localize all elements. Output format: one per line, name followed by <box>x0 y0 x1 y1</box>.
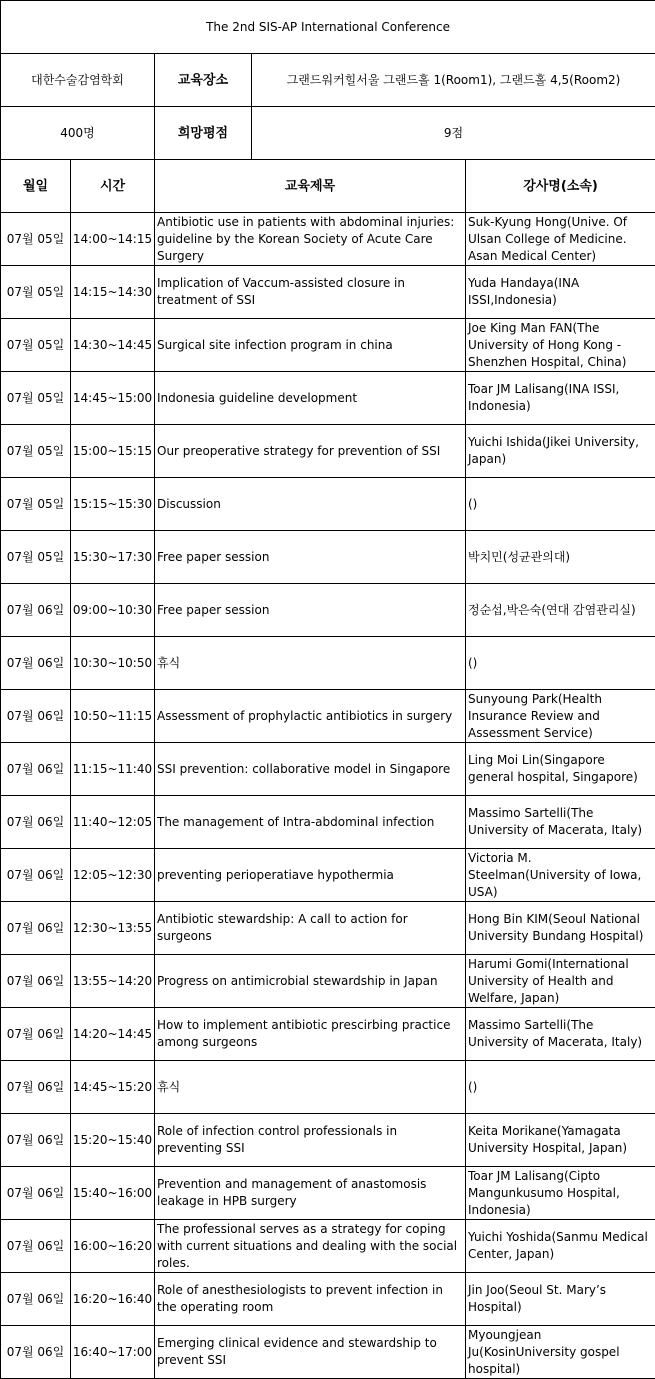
session-date: 07월 05일 <box>1 372 71 425</box>
session-date: 07월 06일 <box>1 637 71 690</box>
session-time: 16:00~16:20 <box>71 1220 155 1273</box>
table-row <box>1 1008 655 1061</box>
session-date: 07월 05일 <box>1 531 71 584</box>
session-subject: Assessment of prophylactic antibiotics in surgery <box>155 690 466 743</box>
session-date: 07월 05일 <box>1 266 71 319</box>
session-subject: SSI prevention: collaborative model in Singapore <box>155 743 466 796</box>
session-date: 07월 06일 <box>1 690 71 743</box>
session-subject: Antibiotic stewardship: A call to action for surgeons <box>155 902 466 955</box>
session-subject: The professional serves as a strategy for coping with current situations and dealing with the social roles. <box>155 1220 466 1273</box>
session-subject: Indonesia guideline development <box>155 372 466 425</box>
session-subject: Discussion <box>155 478 466 531</box>
capacity-row <box>1 107 655 160</box>
table-row <box>1 266 655 319</box>
table-row <box>1 478 655 531</box>
session-subject: Emerging clinical evidence and stewardship to prevent SSI <box>155 1326 466 1379</box>
session-time: 15:00~15:15 <box>71 425 155 478</box>
session-subject: Implication of Vaccum-assisted closure in treatment of SSI <box>155 266 466 319</box>
session-time: 15:20~15:40 <box>71 1114 155 1167</box>
table-row <box>1 213 655 266</box>
session-date: 07월 06일 <box>1 1008 71 1061</box>
session-subject: How to implement antibiotic prescirbing practice among surgeons <box>155 1008 466 1061</box>
session-subject: Antibiotic use in patients with abdominal injuries: guideline by the Korean Society of Acute Care Surgery <box>155 213 466 266</box>
session-time: 11:40~12:05 <box>71 796 155 849</box>
session-date: 07월 06일 <box>1 796 71 849</box>
header-date: 월일 <box>1 160 71 213</box>
session-date: 07월 05일 <box>1 213 71 266</box>
session-time: 12:05~12:30 <box>71 849 155 902</box>
table-row <box>1 1220 655 1273</box>
session-speaker: Yuichi Yoshida(Sanmu Medical Center, Japan) <box>466 1220 655 1273</box>
session-date: 07월 06일 <box>1 743 71 796</box>
session-subject: 휴식 <box>155 1061 466 1114</box>
session-date: 07월 06일 <box>1 1326 71 1379</box>
header-speaker: 강사명(소속) <box>466 160 655 213</box>
session-date: 07월 06일 <box>1 902 71 955</box>
session-date: 07월 06일 <box>1 1061 71 1114</box>
session-date: 07월 06일 <box>1 1220 71 1273</box>
session-time: 14:20~14:45 <box>71 1008 155 1061</box>
session-speaker: Massimo Sartelli(The University of Macerata, Italy) <box>466 796 655 849</box>
session-subject: Role of anesthesiologists to prevent infection in the operating room <box>155 1273 466 1326</box>
session-time: 14:45~15:20 <box>71 1061 155 1114</box>
table-row <box>1 1167 655 1220</box>
session-subject: Our preoperative strategy for prevention of SSI <box>155 425 466 478</box>
session-time: 13:55~14:20 <box>71 955 155 1008</box>
table-row <box>1 1326 655 1379</box>
session-date: 07월 06일 <box>1 1114 71 1167</box>
session-time: 16:40~17:00 <box>71 1326 155 1379</box>
table-row <box>1 425 655 478</box>
session-time: 14:00~14:15 <box>71 213 155 266</box>
table-row <box>1 955 655 1008</box>
table-row <box>1 584 655 637</box>
session-time: 11:15~11:40 <box>71 743 155 796</box>
capacity: 400명 <box>1 107 155 160</box>
session-subject: Free paper session <box>155 584 466 637</box>
table-row <box>1 796 655 849</box>
session-speaker: Toar JM Lalisang(Cipto Mangunkusumo Hospital, Indonesia) <box>466 1167 655 1220</box>
session-speaker: Massimo Sartelli(The University of Macerata, Italy) <box>466 1008 655 1061</box>
table-row <box>1 690 655 743</box>
header-time: 시간 <box>71 160 155 213</box>
table-row <box>1 902 655 955</box>
session-speaker: Myoungjean Ju(KosinUniversity gospel hospital) <box>466 1326 655 1379</box>
table-row <box>1 372 655 425</box>
session-speaker: Yuda Handaya(INA ISSI,Indonesia) <box>466 266 655 319</box>
session-date: 07월 05일 <box>1 319 71 372</box>
conference-title: The 2nd SIS-AP International Conference <box>1 1 655 54</box>
session-date: 07월 05일 <box>1 425 71 478</box>
session-date: 07월 06일 <box>1 584 71 637</box>
session-subject: Progress on antimicrobial stewardship in Japan <box>155 955 466 1008</box>
session-date: 07월 06일 <box>1 849 71 902</box>
session-time: 15:40~16:00 <box>71 1167 155 1220</box>
session-speaker: Sunyoung Park(Health Insurance Review and Assessment Service) <box>466 690 655 743</box>
session-subject: Role of infection control professionals in preventing SSI <box>155 1114 466 1167</box>
table-row <box>1 1273 655 1326</box>
title-row <box>1 1 655 54</box>
session-time: 15:30~17:30 <box>71 531 155 584</box>
session-time: 10:30~10:50 <box>71 637 155 690</box>
session-speaker: Victoria M. Steelman(University of Iowa, USA) <box>466 849 655 902</box>
session-subject: Surgical site infection program in china <box>155 319 466 372</box>
table-row <box>1 849 655 902</box>
venue-row <box>1 54 655 107</box>
session-time: 14:15~14:30 <box>71 266 155 319</box>
session-subject: The management of Intra-abdominal infection <box>155 796 466 849</box>
venue-value: 그랜드워커힐서울 그랜드홀 1(Room1), 그랜드홀 4,5(Room2) <box>252 54 655 107</box>
table-row <box>1 1114 655 1167</box>
points-value: 9점 <box>252 107 655 160</box>
session-time: 14:45~15:00 <box>71 372 155 425</box>
session-time: 12:30~13:55 <box>71 902 155 955</box>
header-subject: 교육제목 <box>155 160 466 213</box>
session-speaker: () <box>466 1061 655 1114</box>
session-time: 10:50~11:15 <box>71 690 155 743</box>
session-subject: 휴식 <box>155 637 466 690</box>
session-subject: preventing perioperatiave hypothermia <box>155 849 466 902</box>
session-speaker: Harumi Gomi(International University of Health and Welfare, Japan) <box>466 955 655 1008</box>
session-date: 07월 05일 <box>1 478 71 531</box>
session-subject: Free paper session <box>155 531 466 584</box>
session-speaker: Keita Morikane(Yamagata University Hospital, Japan) <box>466 1114 655 1167</box>
session-speaker: () <box>466 637 655 690</box>
table-row <box>1 319 655 372</box>
session-time: 16:20~16:40 <box>71 1273 155 1326</box>
session-speaker: Toar JM Lalisang(INA ISSI, Indonesia) <box>466 372 655 425</box>
session-speaker: 정순섭,박은숙(연대 감염관리실) <box>466 584 655 637</box>
session-time: 09:00~10:30 <box>71 584 155 637</box>
table-row <box>1 637 655 690</box>
venue-label: 교육장소 <box>155 54 252 107</box>
points-label: 희망평점 <box>155 107 252 160</box>
session-subject: Prevention and management of anastomosis leakage in HPB surgery <box>155 1167 466 1220</box>
table-row <box>1 1061 655 1114</box>
session-speaker: Jin Joo(Seoul St. Mary’s Hospital) <box>466 1273 655 1326</box>
session-speaker: 박치민(성균관의대) <box>466 531 655 584</box>
session-speaker: Ling Moi Lin(Singapore general hospital, Singapore) <box>466 743 655 796</box>
header-row <box>1 160 655 213</box>
session-speaker: Joe King Man FAN(The University of Hong Kong - Shenzhen Hospital, China) <box>466 319 655 372</box>
session-speaker: Yuichi Ishida(Jikei University, Japan) <box>466 425 655 478</box>
session-speaker: () <box>466 478 655 531</box>
table-row <box>1 531 655 584</box>
session-date: 07월 06일 <box>1 1273 71 1326</box>
session-date: 07월 06일 <box>1 1167 71 1220</box>
session-speaker: Suk-Kyung Hong(Unive. Of Ulsan College of Medicine. Asan Medical Center) <box>466 213 655 266</box>
organizer: 대한수술감염학회 <box>1 54 155 107</box>
table-row <box>1 743 655 796</box>
session-speaker: Hong Bin KIM(Seoul National University Bundang Hospital) <box>466 902 655 955</box>
session-date: 07월 06일 <box>1 955 71 1008</box>
session-time: 15:15~15:30 <box>71 478 155 531</box>
session-time: 14:30~14:45 <box>71 319 155 372</box>
